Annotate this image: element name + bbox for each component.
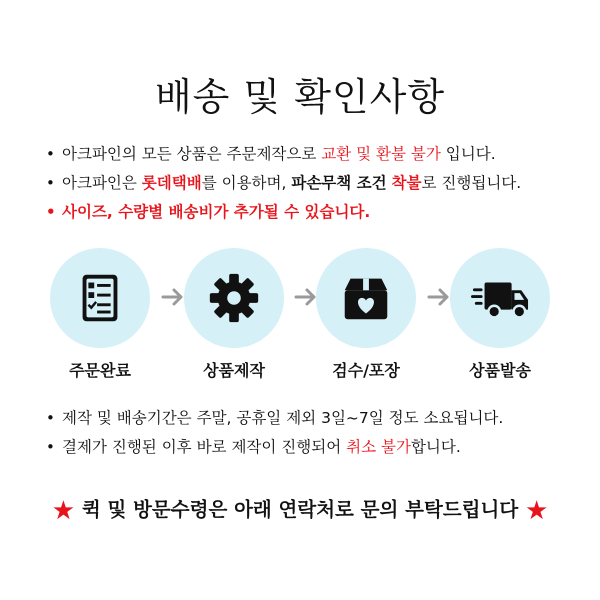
gear-icon xyxy=(205,269,263,327)
step-inspection-packing xyxy=(316,248,416,381)
step-order-complete xyxy=(50,248,150,381)
step-circle xyxy=(50,248,150,348)
star-icon: ★ xyxy=(51,496,76,526)
page-title: 배송 및 확인사항 xyxy=(154,75,446,119)
cod-highlight: 착불 xyxy=(391,174,422,192)
notice-item-shipping-fee: • 사이즈, 수량별 배송비가 추가될 수 있습니다. xyxy=(46,198,576,227)
step-shipping xyxy=(450,248,550,381)
step-circle xyxy=(184,248,284,348)
arrow-right-icon xyxy=(160,284,186,310)
notice-list-top xyxy=(46,140,576,227)
step-label: 주문완료 xyxy=(69,361,131,380)
no-cancel-highlight: 취소 불가 xyxy=(346,438,411,456)
star-icon: ★ xyxy=(524,496,549,526)
step-circle xyxy=(450,248,550,348)
checklist-icon xyxy=(71,269,129,327)
courier-name-highlight: 롯데택배 xyxy=(141,174,202,192)
contact-notice xyxy=(0,494,600,526)
step-label: 상품발송 xyxy=(469,361,531,380)
delivery-truck-icon xyxy=(471,269,529,327)
arrow-right-icon xyxy=(426,284,452,310)
notice-item-courier: • 아크파인은 롯데택배를 이용하며, 파손무책 조건 착불로 진행됩니다. xyxy=(46,169,576,198)
no-exchange-highlight: 교환 및 환불 불가 xyxy=(321,145,441,163)
process-steps xyxy=(50,248,550,388)
notice-item-no-cancel: • 결제가 진행된 이후 바로 제작이 진행되어 취소 불가합니다. xyxy=(46,433,576,462)
notice-item-lead-time: • 제작 및 배송기간은 주말, 공휴일 제외 3일~7일 정도 소요됩니다. xyxy=(46,404,576,433)
step-circle xyxy=(316,248,416,348)
notice-list-bottom xyxy=(46,404,576,462)
no-damage-liability-highlight: 파손무책 조건 xyxy=(291,174,387,192)
contact-notice-text: 퀵 및 방문수령은 아래 연락처로 문의 부탁드립니다 xyxy=(81,498,519,521)
heart-box-icon xyxy=(337,269,395,327)
step-label: 검수/포장 xyxy=(332,361,400,380)
step-label: 상품제작 xyxy=(203,361,265,380)
step-production xyxy=(184,248,284,381)
notice-item-no-exchange: • 아크파인의 모든 상품은 주문제작으로 교환 및 환불 불가 입니다. xyxy=(46,140,576,169)
